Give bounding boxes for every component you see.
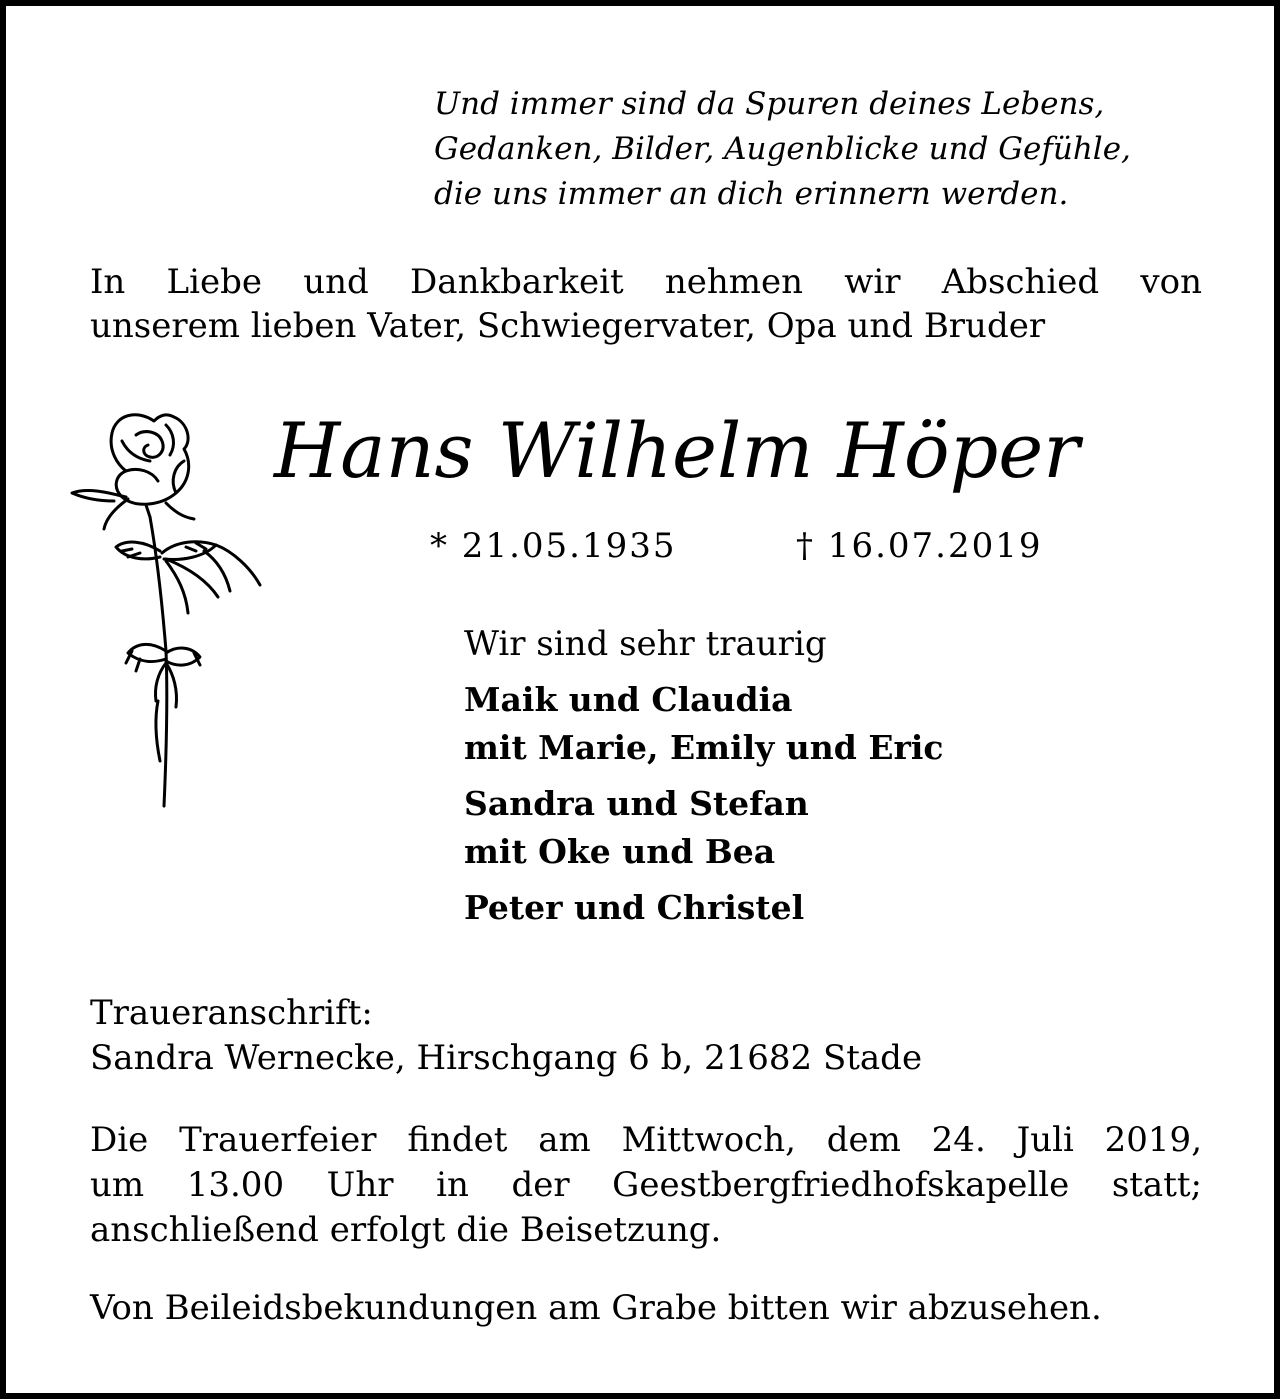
mourner-line: Maik und Claudia <box>464 680 793 719</box>
ceremony-info <box>90 1118 1202 1253</box>
birth-date: * 21.05.1935 <box>430 526 677 566</box>
mourner-line: mit Marie, Emily und Eric <box>464 728 944 767</box>
address-line: Sandra Wernecke, Hirschgang 6 b, 21682 Stade <box>90 1038 923 1078</box>
ceremony-line: Die Trauerfeier findet am Mittwoch, dem 24. Juli 2019, <box>90 1120 1202 1160</box>
mourner-group <box>464 780 1164 876</box>
mourners-list <box>464 620 1164 940</box>
rose-icon <box>66 401 266 811</box>
intro-text <box>90 260 1202 348</box>
motto-line: die uns immer an dich erinnern werden. <box>434 176 1069 212</box>
ceremony-line: anschließend erfolgt die Beisetzung. <box>90 1210 722 1250</box>
mourner-group <box>464 676 1164 772</box>
motto-line: Und immer sind da Spuren deines Lebens, <box>434 86 1105 122</box>
closing-note: Von Beileidsbekundungen am Grabe bitten wir abzusehen. <box>90 1288 1102 1328</box>
mourner-line: mit Oke und Bea <box>464 832 776 871</box>
mourner-line: Peter und Christel <box>464 888 805 927</box>
mourners-lead: Wir sind sehr traurig <box>464 624 827 664</box>
intro-line: In Liebe und Dankbarkeit nehmen wir Abschied von <box>90 262 1202 302</box>
motto-verse <box>434 82 1234 217</box>
intro-line: unserem lieben Vater, Schwiegervater, Opa und Bruder <box>90 306 1046 346</box>
motto-line: Gedanken, Bilder, Augenblicke und Gefühle, <box>434 131 1131 167</box>
death-date: † 16.07.2019 <box>796 526 1043 566</box>
ceremony-line: um 13.00 Uhr in der Geestbergfriedhofskapelle statt; <box>90 1165 1202 1205</box>
deceased-name: Hans Wilhelm Höper <box>274 406 1080 495</box>
mourning-address <box>90 991 1202 1081</box>
mourner-group <box>464 884 1164 932</box>
address-label: Traueranschrift: <box>90 993 373 1033</box>
mourner-line: Sandra und Stefan <box>464 784 809 823</box>
